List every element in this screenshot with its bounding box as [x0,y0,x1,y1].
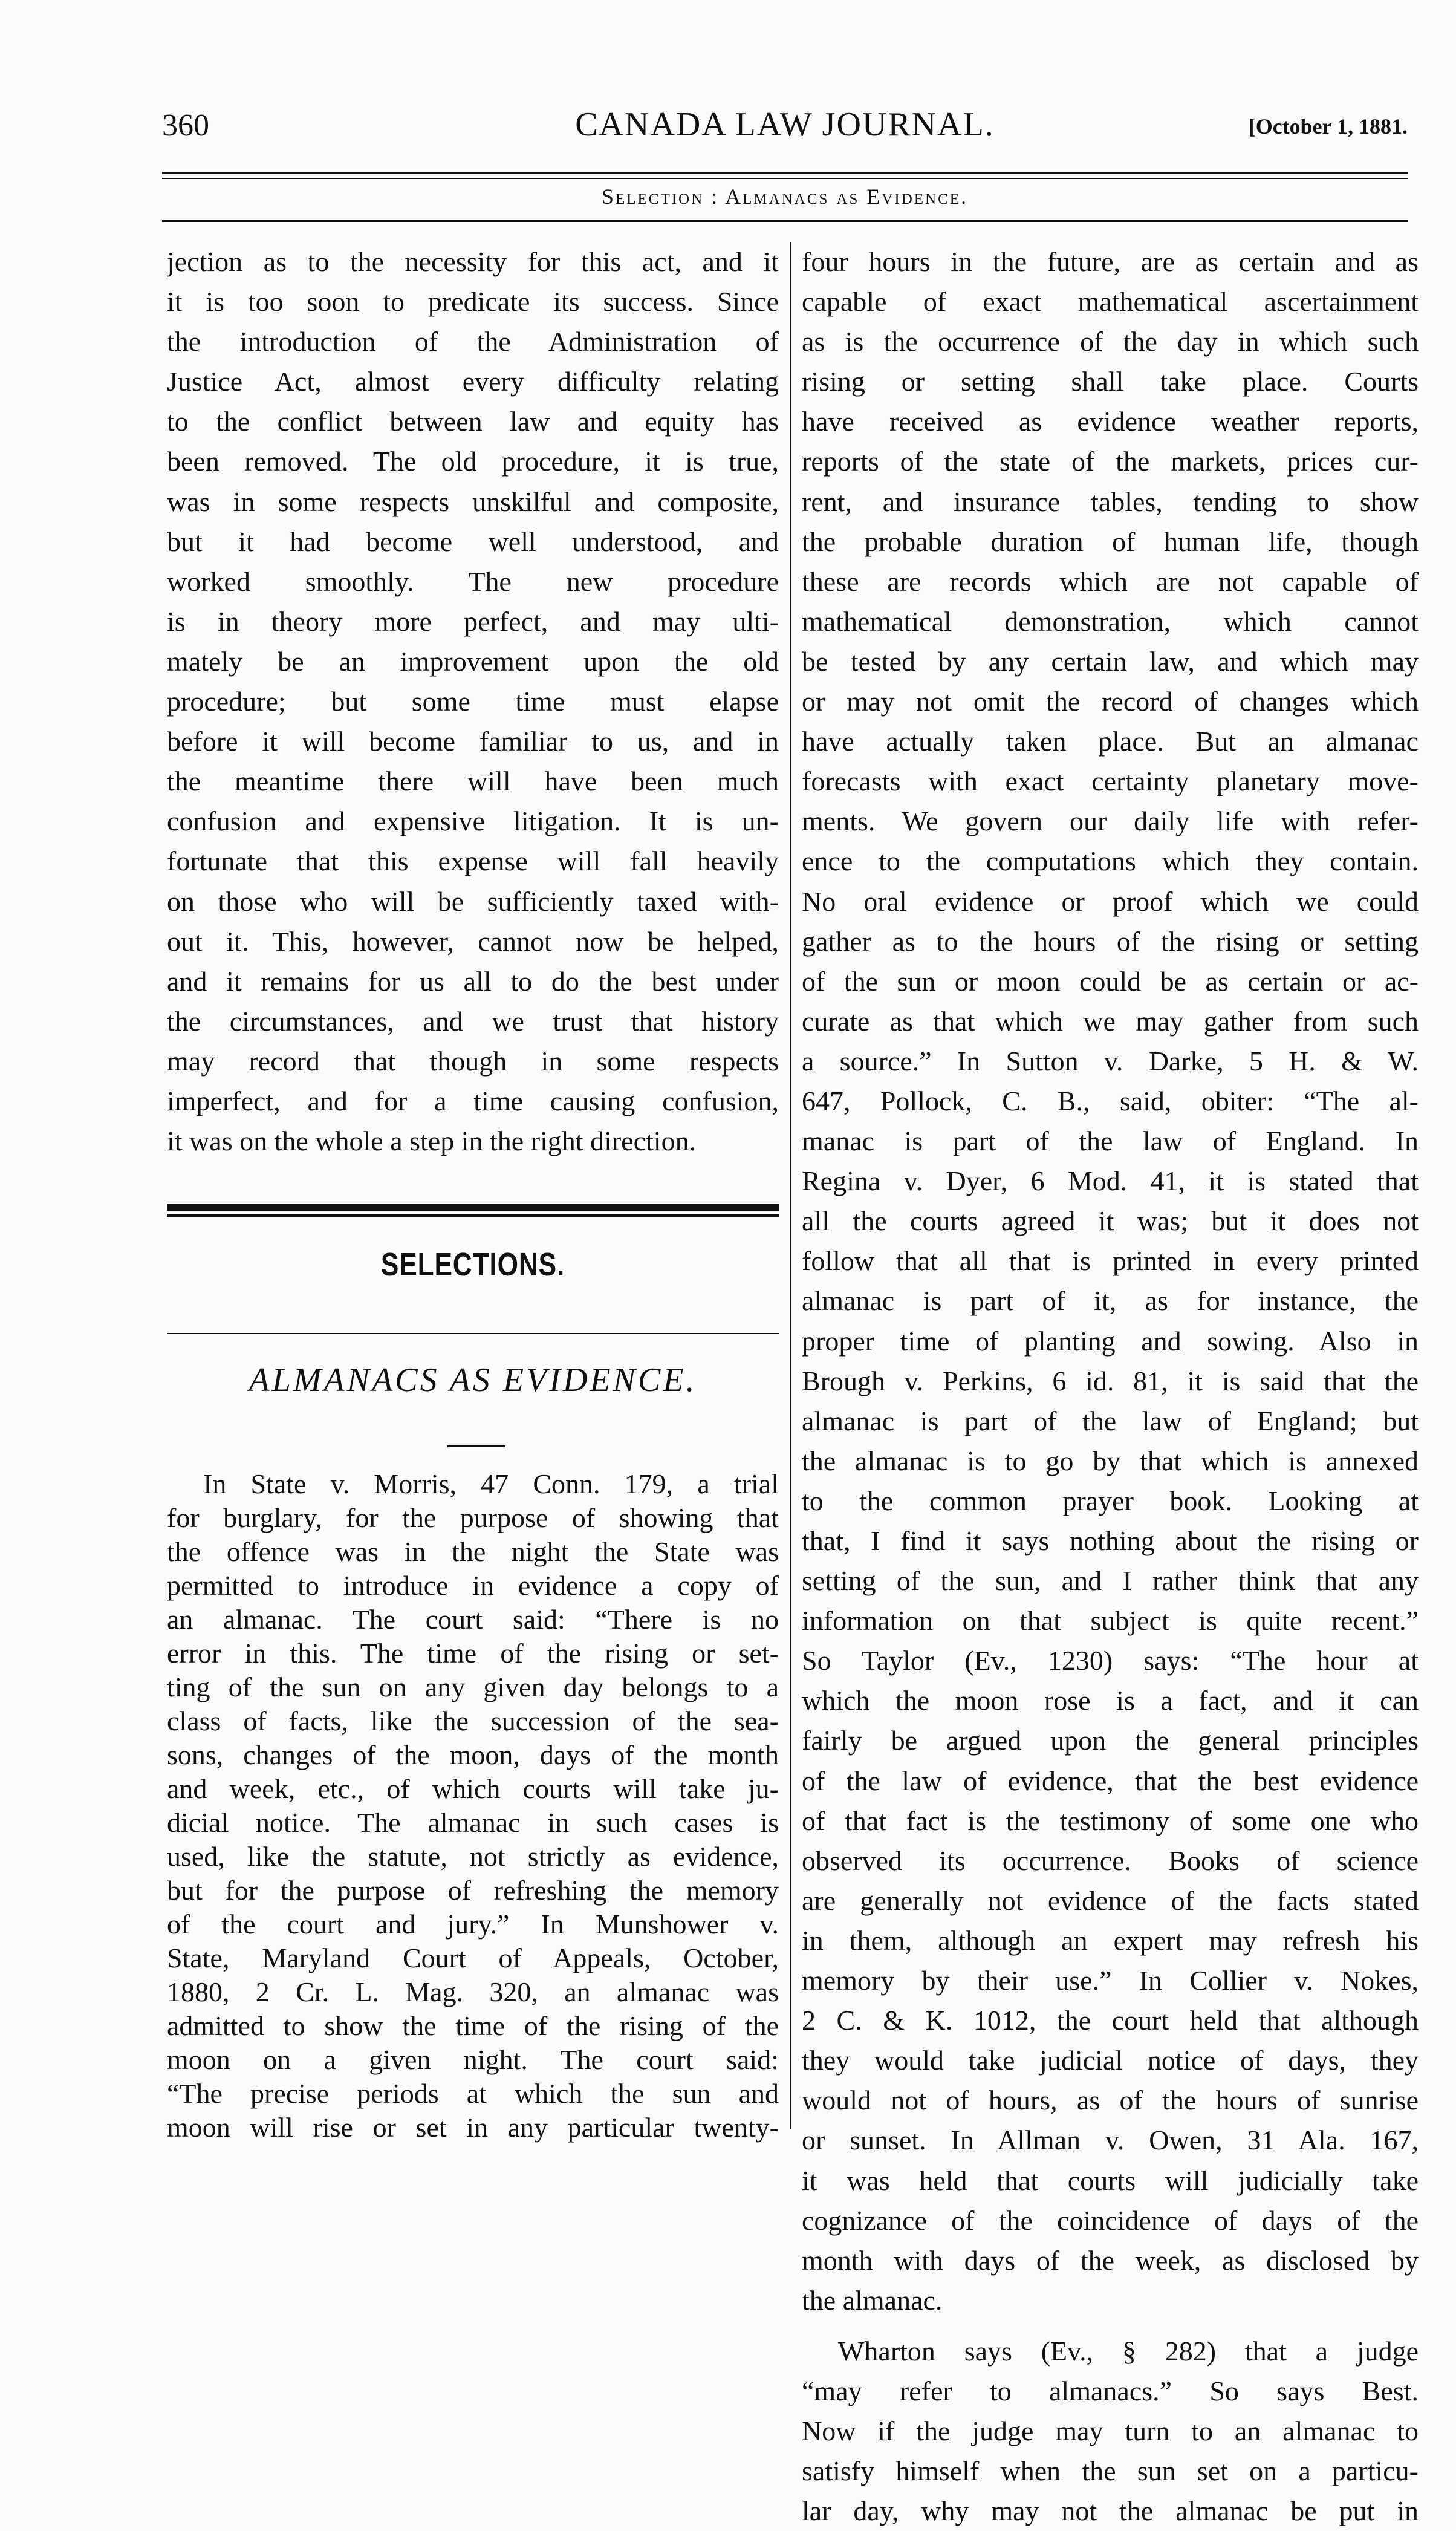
text-line: moon will rise or set in any particular twenty- [167,2112,779,2143]
selections-thick-rule [167,1204,779,1211]
text-line: rent, and insurance tables, tending to show [802,486,1419,517]
text-line: imperfect, and for a time causing confusion, [167,1085,779,1116]
text-line: admitted to show the time of the rising of the [167,2010,779,2041]
section-rule [162,220,1408,222]
text-line: satisfy himself when the sun set on a particu- [802,2455,1419,2487]
text-line: all the courts agreed it was; but it does not [802,1205,1419,1237]
text-line: ments. We govern our daily life with refer- [802,806,1419,837]
text-line: information on that subject is quite recent.” [802,1605,1419,1637]
text-line: permitted to introduce in evidence a copy of [167,1570,779,1601]
text-line: of the law of evidence, that the best evidence [802,1765,1419,1796]
text-line: follow that all that is printed in every printed [802,1245,1419,1277]
text-line: Wharton says (Ev., § 282) that a judge [838,2335,1419,2367]
text-line: month with days of the week, as disclosed by [802,2244,1419,2276]
text-line: fortunate that this expense will fall heavily [167,845,779,877]
text-line: In State v. Morris, 47 Conn. 179, a trial [203,1468,779,1499]
text-line: No oral evidence or proof which we could [802,885,1419,917]
text-line: Now if the judge may turn to an almanac to [802,2415,1419,2447]
text-line: procedure; but some time must elapse [167,686,779,717]
text-line: almanac is part of the law of England; but [802,1405,1419,1436]
text-line: it was held that courts will judicially take [802,2165,1419,2196]
text-line: be tested by any certain law, and which may [802,645,1419,677]
text-line: 1880, 2 Cr. L. Mag. 320, an almanac was [167,1976,779,2007]
issue-date: [October 1, 1881. [1248,114,1408,138]
text-line: gather as to the hours of the rising or setting [802,925,1419,957]
text-line: but for the purpose of refreshing the memory [167,1875,779,1906]
text-line: Justice Act, almost every difficulty relating [167,366,779,397]
text-line: for burglary, for the purpose of showing that [167,1502,779,1533]
text-line: that, I find it says nothing about the rising or [802,1525,1419,1556]
text-line: 2 C. & K. 1012, the court held that although [802,2005,1419,2036]
text-line: have actually taken place. But an almanac [802,726,1419,757]
section-head: Selection : Almanacs as Evidence. [601,184,969,209]
text-line: they would take judicial notice of days, they [802,2045,1419,2076]
article-title-rule [447,1445,505,1447]
header-rule-bottom [162,178,1408,179]
text-line: worked smoothly. The new procedure [167,565,779,597]
text-line: it was on the whole a step in the right direction. [167,1125,697,1157]
text-line: fairly be argued upon the general principles [802,1725,1419,1756]
text-line: “may refer to almanacs.” So says Best. [802,2375,1419,2406]
text-line: mathematical demonstration, which cannot [802,605,1419,637]
text-line: of the court and jury.” In Munshower v. [167,1909,779,1940]
text-line: it is too soon to predicate its success. Since [167,286,779,318]
text-line: observed its occurrence. Books of science [802,1845,1419,1876]
article-title: ALMANACS AS EVIDENCE. [249,1361,697,1399]
text-line: 647, Pollock, C. B., said, obiter: “The al- [802,1085,1419,1116]
text-line: Regina v. Dyer, 6 Mod. 41, it is stated that [802,1165,1419,1197]
right-column [802,242,1419,2531]
text-line: out it. This, however, cannot now be helped, [167,925,779,957]
text-line: the almanac. [802,2284,943,2316]
text-line: is in theory more perfect, and may ulti- [167,605,779,637]
text-line: sons, changes of the moon, days of the month [167,1739,779,1770]
text-line: setting of the sun, and I rather think that any [802,1565,1419,1597]
left-column [167,242,779,1161]
text-line: or sunset. In Allman v. Owen, 31 Ala. 167, [802,2125,1419,2156]
header-rule-top [162,172,1408,174]
text-line: cognizance of the coincidence of days of the [802,2204,1419,2236]
text-line: ence to the computations which they contain. [802,845,1419,877]
text-line: was in some respects unskilful and composite, [167,486,779,517]
text-line: these are records which are not capable of [802,565,1419,597]
text-line: as is the occurrence of the day in which such [802,326,1419,357]
page-number: 360 [162,108,209,143]
text-line: the meantime there will have been much [167,766,779,797]
text-line: the introduction of the Administration of [167,326,779,357]
running-head [162,108,1408,156]
text-line: forecasts with exact certainty planetary move- [802,766,1419,797]
text-line: four hours in the future, are as certain and as [802,246,1419,277]
text-line: mately be an improvement upon the old [167,645,779,677]
text-line: of that fact is the testimony of some one who [802,1805,1419,1836]
text-line: an almanac. The court said: “There is no [167,1604,779,1635]
selections-thin-rule [167,1214,779,1217]
text-line: been removed. The old procedure, it is true, [167,446,779,477]
text-line: lar day, why may not the almanac be put in [802,2495,1419,2527]
text-line: used, like the statute, not strictly as evidence, [167,1841,779,1872]
text-line: the circumstances, and we trust that history [167,1005,779,1037]
text-line: to the conflict between law and equity has [167,406,779,437]
text-line: memory by their use.” In Collier v. Nokes, [802,1965,1419,1996]
text-line: before it will become familiar to us, and in [167,726,779,757]
text-line: jection as to the necessity for this act, and it [167,246,779,277]
text-line: ting of the sun on any given day belongs to a [167,1672,779,1702]
text-line: capable of exact mathematical ascertainment [802,286,1419,318]
selections-heading: SELECTIONS. [380,1246,565,1283]
text-line: would not of hours, as of the hours of sunrise [802,2085,1419,2116]
column-divider [790,242,791,2129]
text-line: reports of the state of the markets, prices cur- [802,446,1419,477]
text-line: on those who will be sufficiently taxed with- [167,885,779,917]
text-line: or may not omit the record of changes which [802,686,1419,717]
text-line: and it remains for us all to do the best under [167,965,779,997]
text-line: and week, etc., of which courts will take ju- [167,1773,779,1804]
text-line: moon on a given night. The court said: [167,2044,779,2075]
text-line: have received as evidence weather reports, [802,406,1419,437]
selections-divider [167,1333,779,1334]
text-line: proper time of planting and sowing. Also in [802,1325,1419,1357]
text-line: the probable duration of human life, though [802,526,1419,557]
text-line: dicial notice. The almanac in such cases is [167,1807,779,1838]
text-line: almanac is part of it, as for instance, the [802,1285,1419,1317]
text-line: So Taylor (Ev., 1230) says: “The hour at [802,1645,1419,1676]
text-line: “The precise periods at which the sun and [167,2078,779,2109]
text-line: class of facts, like the succession of the sea- [167,1705,779,1736]
text-line: rising or setting shall take place. Courts [802,366,1419,397]
text-line: to the common prayer book. Looking at [802,1485,1419,1516]
text-line: which the moon rose is a fact, and it can [802,1685,1419,1716]
text-line: the offence was in the night the State was [167,1536,779,1567]
text-line: curate as that which we may gather from such [802,1005,1419,1037]
text-line: the almanac is to go by that which is annexed [802,1445,1419,1476]
text-line: a source.” In Sutton v. Darke, 5 H. & W. [802,1045,1419,1077]
text-line: are generally not evidence of the facts stated [802,1884,1419,1916]
text-line: confusion and expensive litigation. It is un- [167,806,779,837]
text-line: of the sun or moon could be as certain or ac- [802,965,1419,997]
journal-title: CANADA LAW JOURNAL. [575,106,995,143]
article-body [167,1467,779,2145]
text-line: State, Maryland Court of Appeals, October, [167,1943,779,1973]
text-line: manac is part of the law of England. In [802,1125,1419,1157]
text-line: but it had become well understood, and [167,526,779,557]
text-line: in them, although an expert may refresh his [802,1924,1419,1956]
text-line: Brough v. Perkins, 6 id. 81, it is said that the [802,1365,1419,1396]
text-line: error in this. The time of the rising or set- [167,1638,779,1669]
text-line: may record that though in some respects [167,1045,779,1077]
